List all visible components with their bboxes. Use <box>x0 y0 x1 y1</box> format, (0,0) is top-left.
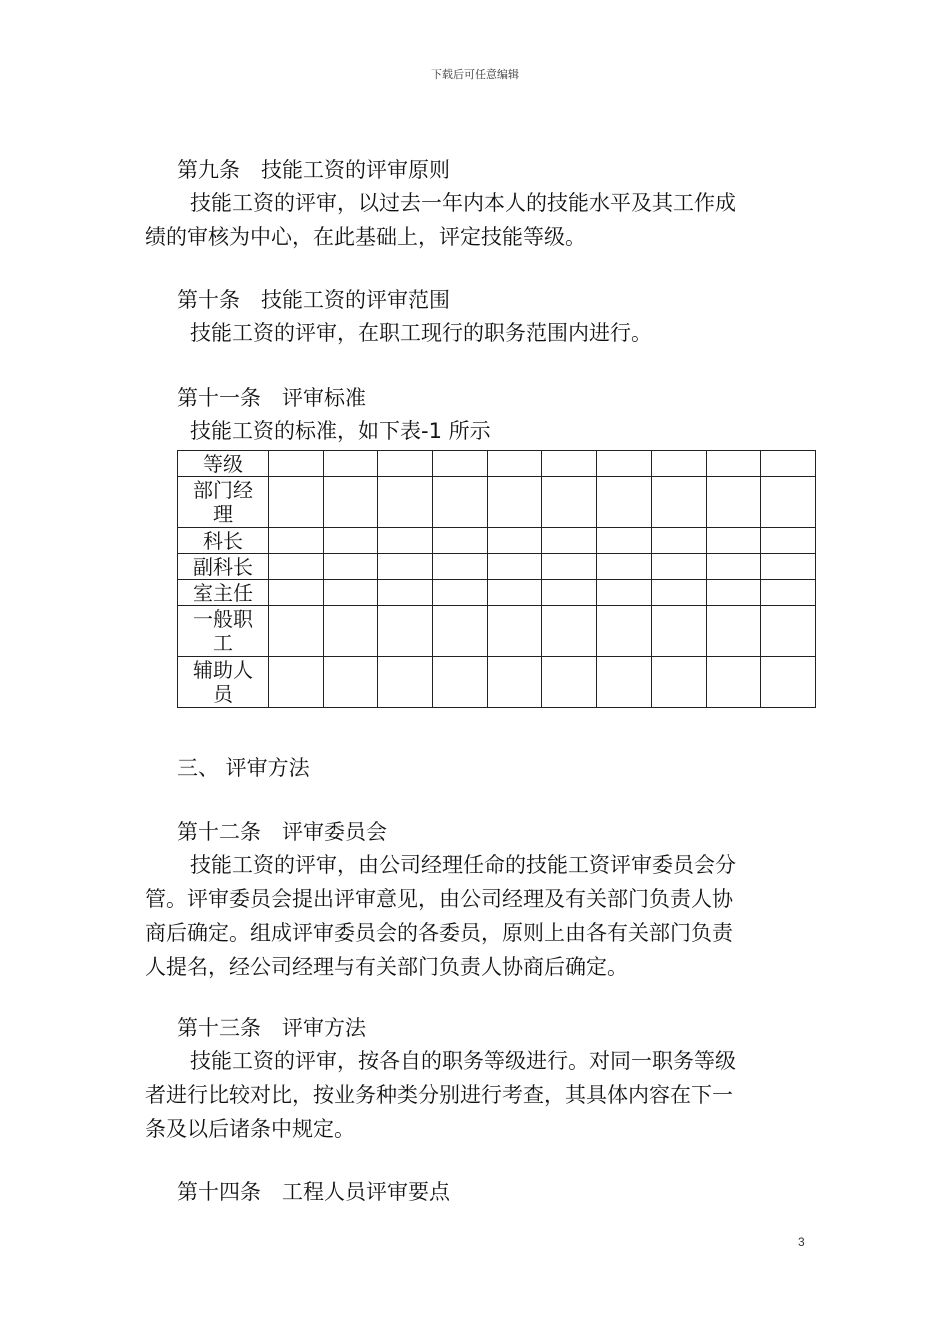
table-row-label <box>178 657 269 708</box>
table-cell <box>378 528 433 554</box>
article-9-heading: 第九条 技能工资的评审原则 <box>177 158 450 182</box>
table-cell <box>487 580 542 606</box>
table-cell <box>761 451 816 477</box>
table-cell <box>323 528 378 554</box>
part-3-heading: 三、 评审方法 <box>177 756 310 780</box>
table-cell <box>269 528 324 554</box>
table-cell <box>323 606 378 657</box>
table-row <box>178 580 816 606</box>
table-row-label <box>178 606 269 657</box>
article-12-line-3: 商后确定。组成评审委员会的各委员，原则上由各有关部门负责 <box>145 921 733 945</box>
article-10-body <box>145 316 795 350</box>
table-cell <box>487 451 542 477</box>
table-cell <box>433 528 488 554</box>
table-cell <box>542 528 597 554</box>
article-12-line-1: 技能工资的评审，由公司经理任命的技能工资评审委员会分 <box>190 853 736 877</box>
table-row <box>178 451 816 477</box>
table-row <box>178 528 816 554</box>
table-cell <box>542 657 597 708</box>
table-cell <box>487 477 542 528</box>
article-11-heading: 第十一条 评审标准 <box>177 386 366 410</box>
table-cell <box>269 554 324 580</box>
table-cell <box>433 554 488 580</box>
table-cell <box>761 606 816 657</box>
table-cell <box>706 477 761 528</box>
article-13-body <box>145 1044 795 1146</box>
table-cell <box>323 451 378 477</box>
table-row-label-line: 等级 <box>203 451 243 476</box>
table-cell <box>378 477 433 528</box>
table-cell <box>433 477 488 528</box>
table-cell <box>378 657 433 708</box>
table-cell <box>487 606 542 657</box>
table-row-label-line: 辅助人 <box>193 658 253 682</box>
table-cell <box>706 528 761 554</box>
table-cell <box>651 580 706 606</box>
table-cell <box>651 554 706 580</box>
table-cell <box>761 580 816 606</box>
table-cell <box>597 477 652 528</box>
table-cell <box>761 657 816 708</box>
table-cell <box>378 580 433 606</box>
table-row-label-line: 工 <box>213 631 233 655</box>
table-row <box>178 606 816 657</box>
table-cell <box>378 606 433 657</box>
article-13-line-2: 者进行比较对比，按业务种类分别进行考查，其具体内容在下一 <box>145 1083 733 1107</box>
table-cell <box>597 451 652 477</box>
table-cell <box>378 451 433 477</box>
table-cell <box>761 528 816 554</box>
article-12-heading: 第十二条 评审委员会 <box>177 820 387 844</box>
table-cell <box>487 554 542 580</box>
article-9-line-2: 绩的审核为中心，在此基础上，评定技能等级。 <box>145 225 586 249</box>
table-cell <box>542 451 597 477</box>
article-9-line-1: 技能工资的评审，以过去一年内本人的技能水平及其工作成 <box>190 191 736 215</box>
table-cell <box>597 606 652 657</box>
table-cell <box>651 477 706 528</box>
table-cell <box>378 554 433 580</box>
article-10-line-1: 技能工资的评审，在职工现行的职务范围内进行。 <box>190 321 652 345</box>
table-cell <box>651 451 706 477</box>
table-row <box>178 477 816 528</box>
table-cell <box>323 657 378 708</box>
table-row <box>178 554 816 580</box>
table-cell <box>761 477 816 528</box>
table-row-label-line: 科长 <box>203 528 243 553</box>
table-cell <box>323 580 378 606</box>
table-cell <box>706 554 761 580</box>
table-cell <box>542 580 597 606</box>
table-row-label-line: 理 <box>213 502 233 526</box>
article-11-body <box>145 414 795 448</box>
table-row-label <box>178 528 269 554</box>
table-cell <box>487 657 542 708</box>
article-14-heading: 第十四条 工程人员评审要点 <box>177 1180 450 1204</box>
page-number: 3 <box>798 1235 805 1249</box>
table-cell <box>651 606 706 657</box>
table-row-label <box>178 554 269 580</box>
article-13-line-3: 条及以后诸条中规定。 <box>145 1117 355 1141</box>
grade-table <box>177 450 816 708</box>
table-cell <box>597 580 652 606</box>
article-10-heading: 第十条 技能工资的评审范围 <box>177 288 450 312</box>
table-row-label <box>178 451 269 477</box>
article-11-line-1: 技能工资的标准，如下表-1 所示 <box>190 419 491 443</box>
table-cell <box>597 554 652 580</box>
table-cell <box>706 451 761 477</box>
table-cell <box>761 554 816 580</box>
table-cell <box>269 657 324 708</box>
table-cell <box>542 554 597 580</box>
table-cell <box>706 580 761 606</box>
article-12-line-2: 管。评审委员会提出评审意见，由公司经理及有关部门负责人协 <box>145 887 733 911</box>
table-cell <box>597 657 652 708</box>
table-cell <box>269 606 324 657</box>
table-cell <box>433 657 488 708</box>
table-row-label <box>178 580 269 606</box>
table-cell <box>433 451 488 477</box>
table-cell <box>269 451 324 477</box>
table-cell <box>542 606 597 657</box>
table-cell <box>651 528 706 554</box>
table-cell <box>433 606 488 657</box>
table-cell <box>269 477 324 528</box>
table-row-label-line: 员 <box>213 682 233 706</box>
table-row-label-line: 室主任 <box>193 580 253 605</box>
table-cell <box>487 528 542 554</box>
article-12-line-4: 人提名，经公司经理与有关部门负责人协商后确定。 <box>145 955 628 979</box>
table-cell <box>706 606 761 657</box>
article-13-heading: 第十三条 评审方法 <box>177 1016 366 1040</box>
article-9-body <box>145 186 795 254</box>
table-row-label <box>178 477 269 528</box>
table-cell <box>651 657 706 708</box>
table-row-label-line: 一般职 <box>193 607 253 631</box>
table-row-label-line: 副科长 <box>193 554 253 579</box>
table-row-label-line: 部门经 <box>193 478 253 502</box>
table-cell <box>269 580 324 606</box>
article-13-line-1: 技能工资的评审，按各自的职务等级进行。对同一职务等级 <box>190 1049 736 1073</box>
article-12-body <box>145 848 795 984</box>
table-cell <box>706 657 761 708</box>
table-cell <box>542 477 597 528</box>
table-row <box>178 657 816 708</box>
table-cell <box>433 580 488 606</box>
table-cell <box>323 554 378 580</box>
page-header: 下载后可任意编辑 <box>431 68 519 81</box>
table-cell <box>323 477 378 528</box>
table-cell <box>597 528 652 554</box>
